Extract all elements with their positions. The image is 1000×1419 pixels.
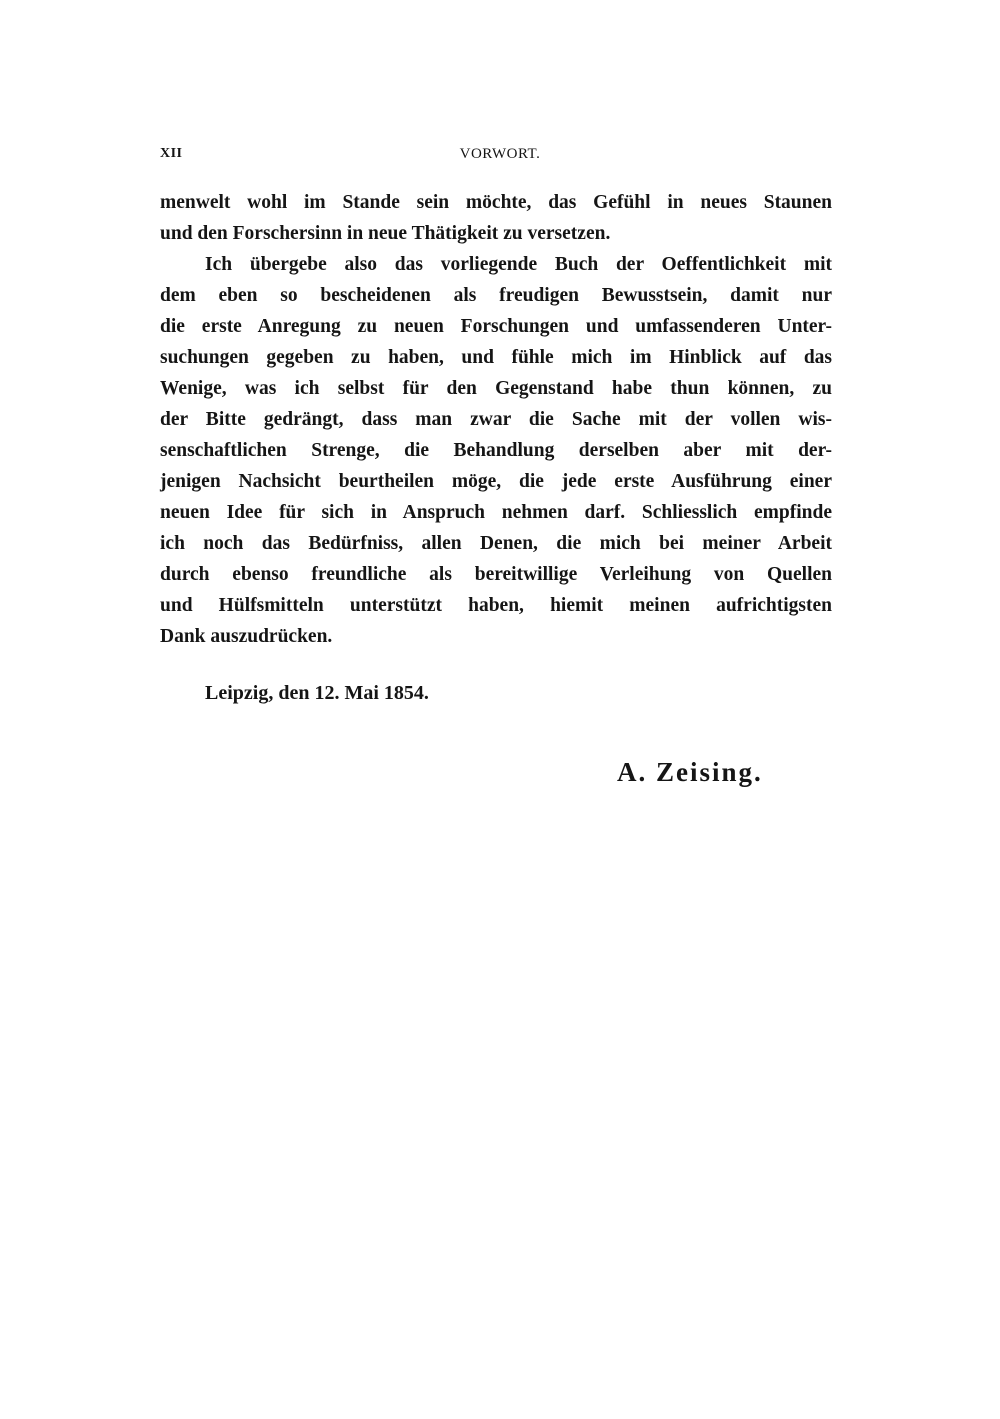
text-line: menwelt wohl im Stande sein möchte, das Gefühl in neues Staunen bbox=[160, 192, 832, 213]
page-number: XII bbox=[160, 146, 183, 161]
text-line: suchungen gegeben zu haben, und fühle mich im Hinblick auf das bbox=[160, 347, 832, 368]
text-line: Ich übergebe also das vorliegende Buch der Oeffentlichkeit mit bbox=[205, 254, 832, 275]
place-date: Leipzig, den 12. Mai 1854. bbox=[205, 682, 429, 704]
running-title: VORWORT. bbox=[459, 146, 541, 162]
text-line: neuen Idee für sich in Anspruch nehmen darf. Schliesslich empfinde bbox=[160, 502, 832, 523]
text-line: dem eben so bescheidenen als freudigen Bewusstsein, damit nur bbox=[160, 285, 832, 306]
author-signature: A. Zeising. bbox=[617, 757, 763, 787]
text-line: die erste Anregung zu neuen Forschungen und umfassenderen Unter- bbox=[160, 316, 832, 337]
text-line: Dank auszudrücken. bbox=[160, 626, 333, 647]
text-line: senschaftlichen Strenge, die Behandlung derselben aber mit der- bbox=[160, 440, 832, 461]
text-line: Wenige, was ich selbst für den Gegenstand habe thun können, zu bbox=[160, 378, 832, 399]
text-line: ich noch das Bedürfniss, allen Denen, die mich bei meiner Arbeit bbox=[160, 533, 832, 554]
body-text bbox=[160, 189, 832, 654]
text-line: und den Forschersinn in neue Thätigkeit zu versetzen. bbox=[160, 223, 611, 244]
text-line: der Bitte gedrängt, dass man zwar die Sache mit der vollen wis- bbox=[160, 409, 832, 430]
text-line: durch ebenso freundliche als bereitwillige Verleihung von Quellen bbox=[160, 564, 832, 585]
text-line: und Hülfsmitteln unterstützt haben, hiemit meinen aufrichtigsten bbox=[160, 595, 832, 616]
text-line: jenigen Nachsicht beurtheilen möge, die jede erste Ausführung einer bbox=[160, 471, 832, 492]
